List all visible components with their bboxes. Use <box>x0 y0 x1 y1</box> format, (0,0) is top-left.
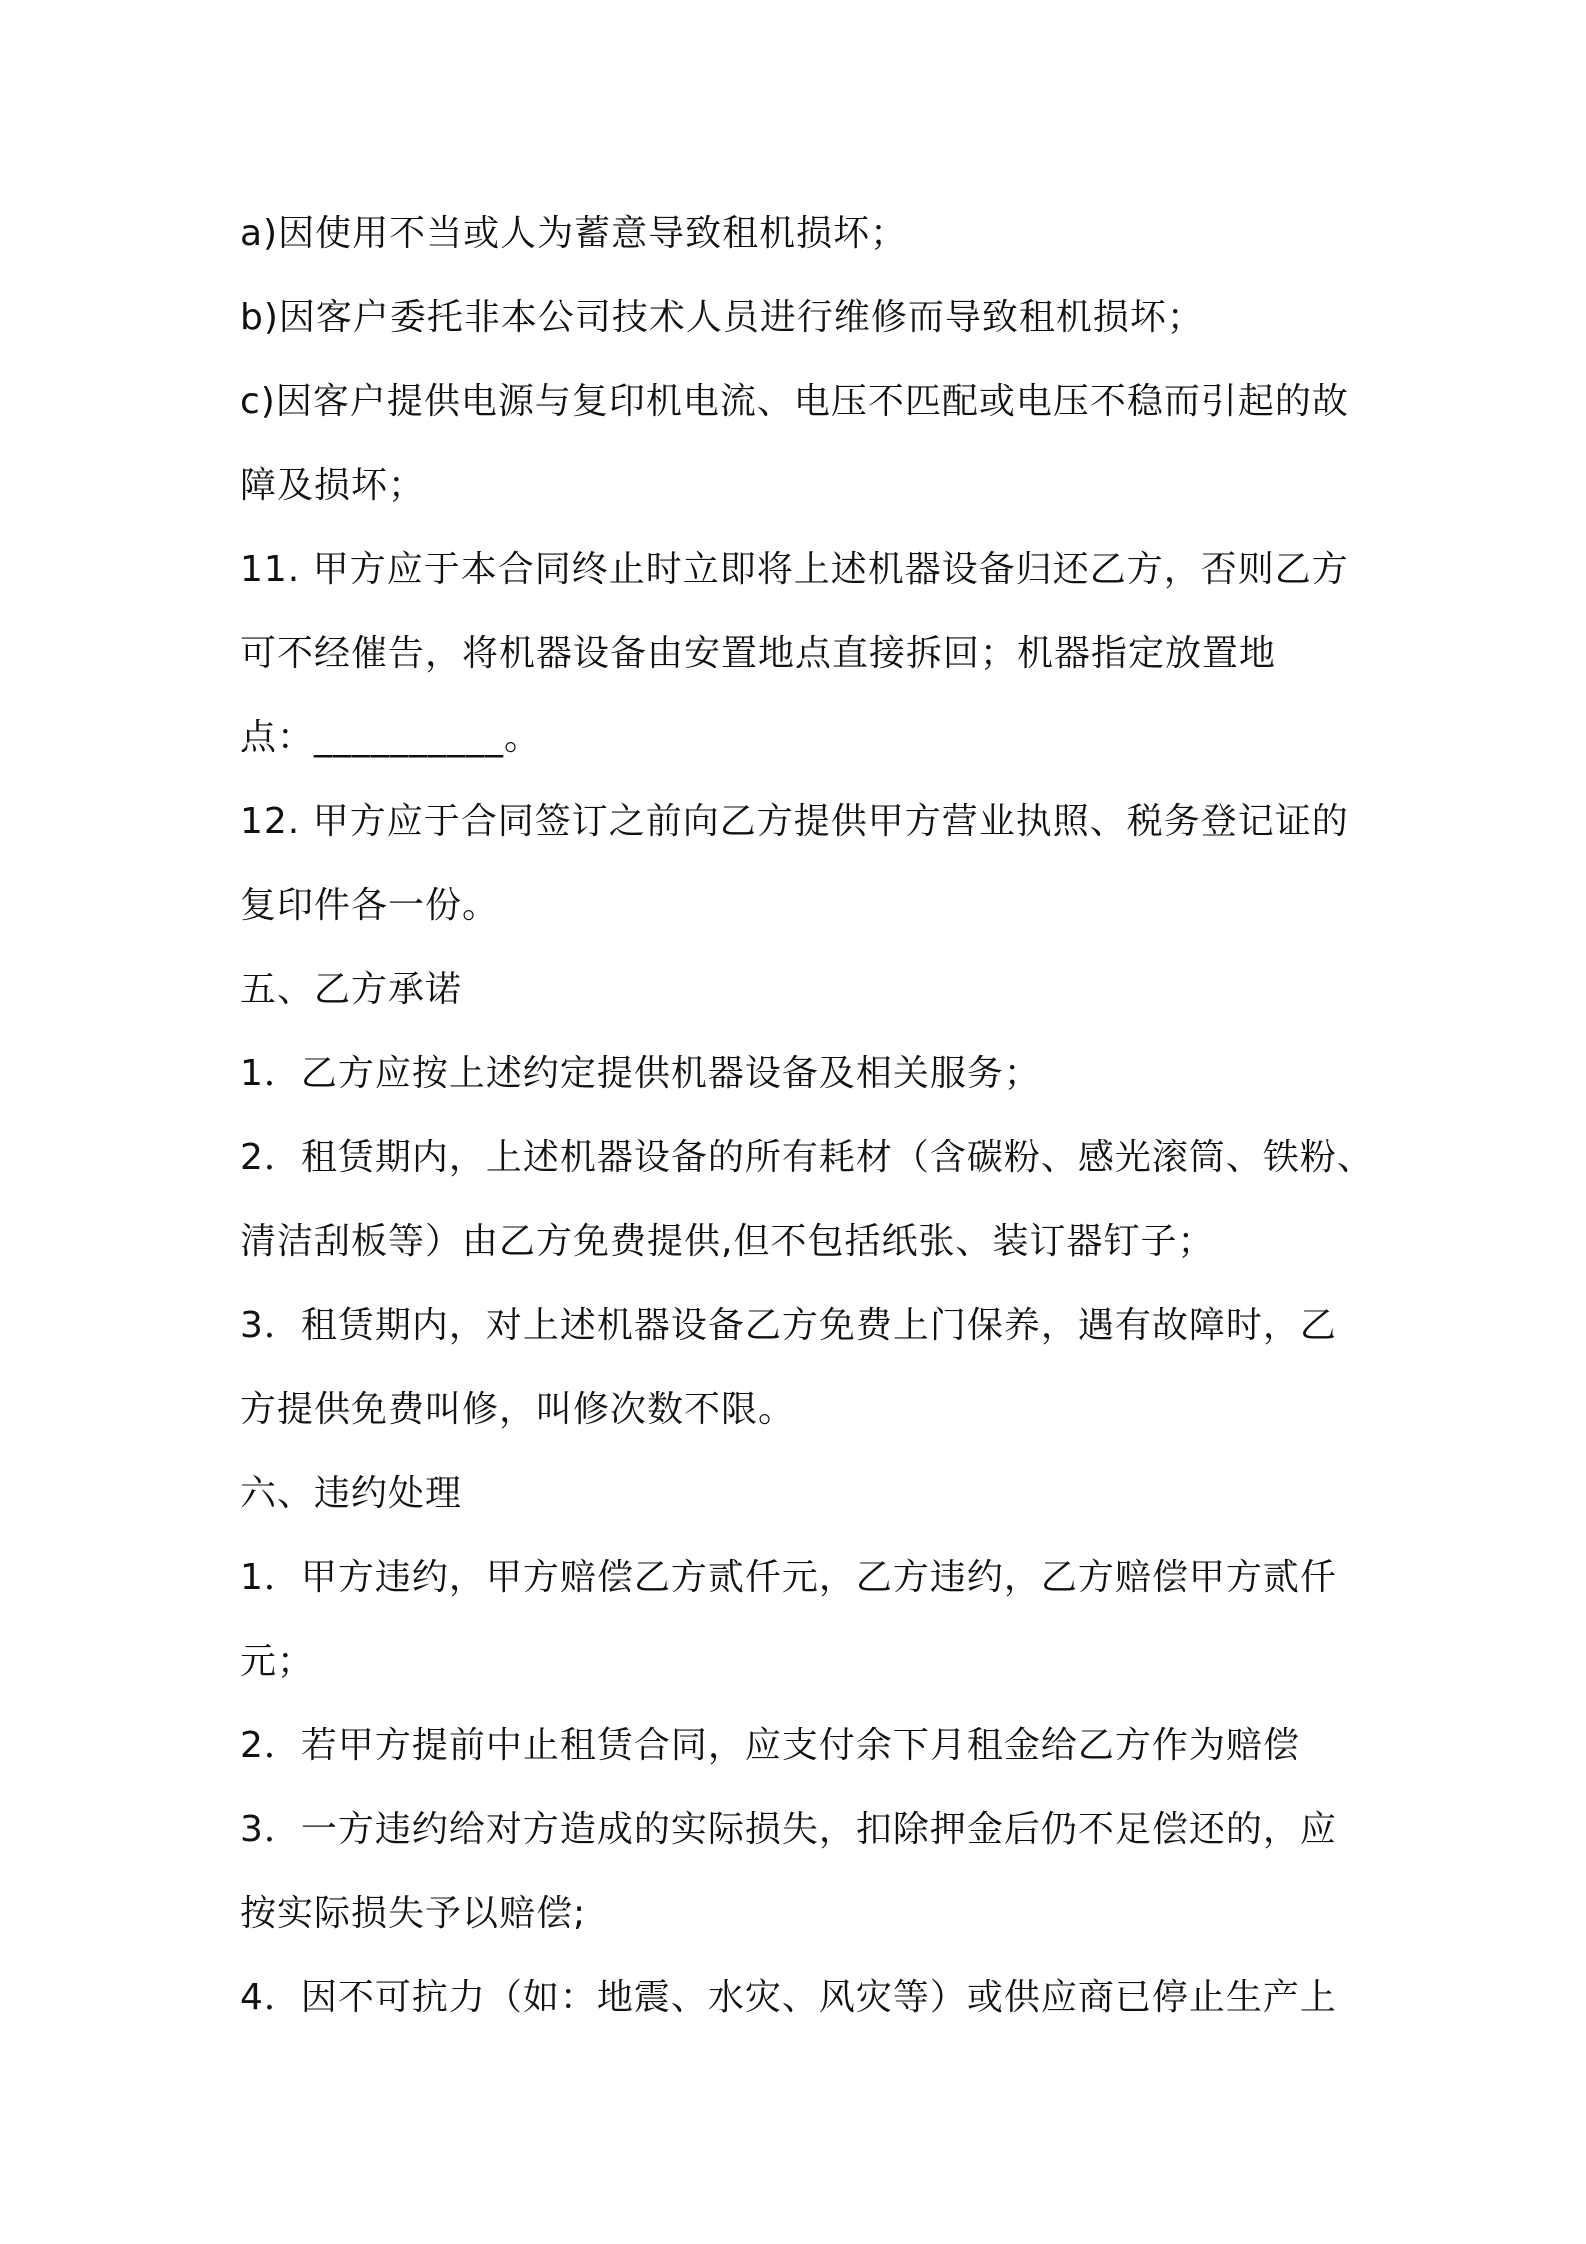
clause-12-continued: 复印件各一份。 <box>240 885 500 926</box>
section6-item-3-continued: 按实际损失予以赔偿; <box>240 1893 587 1934</box>
document-body <box>240 192 1390 2040</box>
section5-item-1: 1．乙方应按上述约定提供机器设备及相关服务； <box>240 1053 1041 1094</box>
clause-c: c)因客户提供电源与复印机电流、电压不匹配或电压不稳而引起的故 <box>240 381 1349 422</box>
clause-b: b)因客户委托非本公司技术人员进行维修而导致租机损坏； <box>240 297 1204 338</box>
section6-item-3: 3．一方违约给对方造成的实际损失，扣除押金后仍不足偿还的，应 <box>240 1809 1337 1850</box>
section6-item-1: 1．甲方违约，甲方赔偿乙方贰仟元，乙方违约，乙方赔偿甲方贰仟 <box>240 1557 1337 1598</box>
clause-11-continued: 可不经催告，将机器设备由安置地点直接拆回；机器指定放置地 <box>240 633 1277 674</box>
section-heading-5: 五、乙方承诺 <box>240 969 463 1010</box>
clause-12: 12. 甲方应于合同签订之前向乙方提供甲方营业执照、税务登记证的 <box>240 801 1349 842</box>
section6-item-2: 2．若甲方提前中止租赁合同，应支付余下月租金给乙方作为赔偿 <box>240 1725 1300 1766</box>
section5-item-2: 2．租赁期内，上述机器设备的所有耗材（含碳粉、感光滚筒、铁粉、 <box>240 1137 1374 1178</box>
clause-11: 11. 甲方应于本合同终止时立即将上述机器设备归还乙方，否则乙方 <box>240 549 1349 590</box>
clause-11-location-blank: 点：__________。 <box>240 717 542 758</box>
clause-c-continued: 障及损坏； <box>240 465 426 506</box>
section6-item-1-continued: 元； <box>240 1641 315 1682</box>
section5-item-3: 3．租赁期内，对上述机器设备乙方免费上门保养，遇有故障时，乙 <box>240 1305 1337 1346</box>
clause-a: a)因使用不当或人为蓄意导致租机损坏； <box>240 213 908 254</box>
section5-item-3-continued: 方提供免费叫修，叫修次数不限。 <box>240 1389 796 1430</box>
section6-item-4: 4．因不可抗力（如：地震、水灾、风灾等）或供应商已停止生产上 <box>240 1977 1337 2018</box>
section-heading-6: 六、违约处理 <box>240 1473 463 1514</box>
section5-item-2-continued: 清洁刮板等）由乙方免费提供,但不包括纸张、装订器钉子； <box>240 1221 1215 1262</box>
